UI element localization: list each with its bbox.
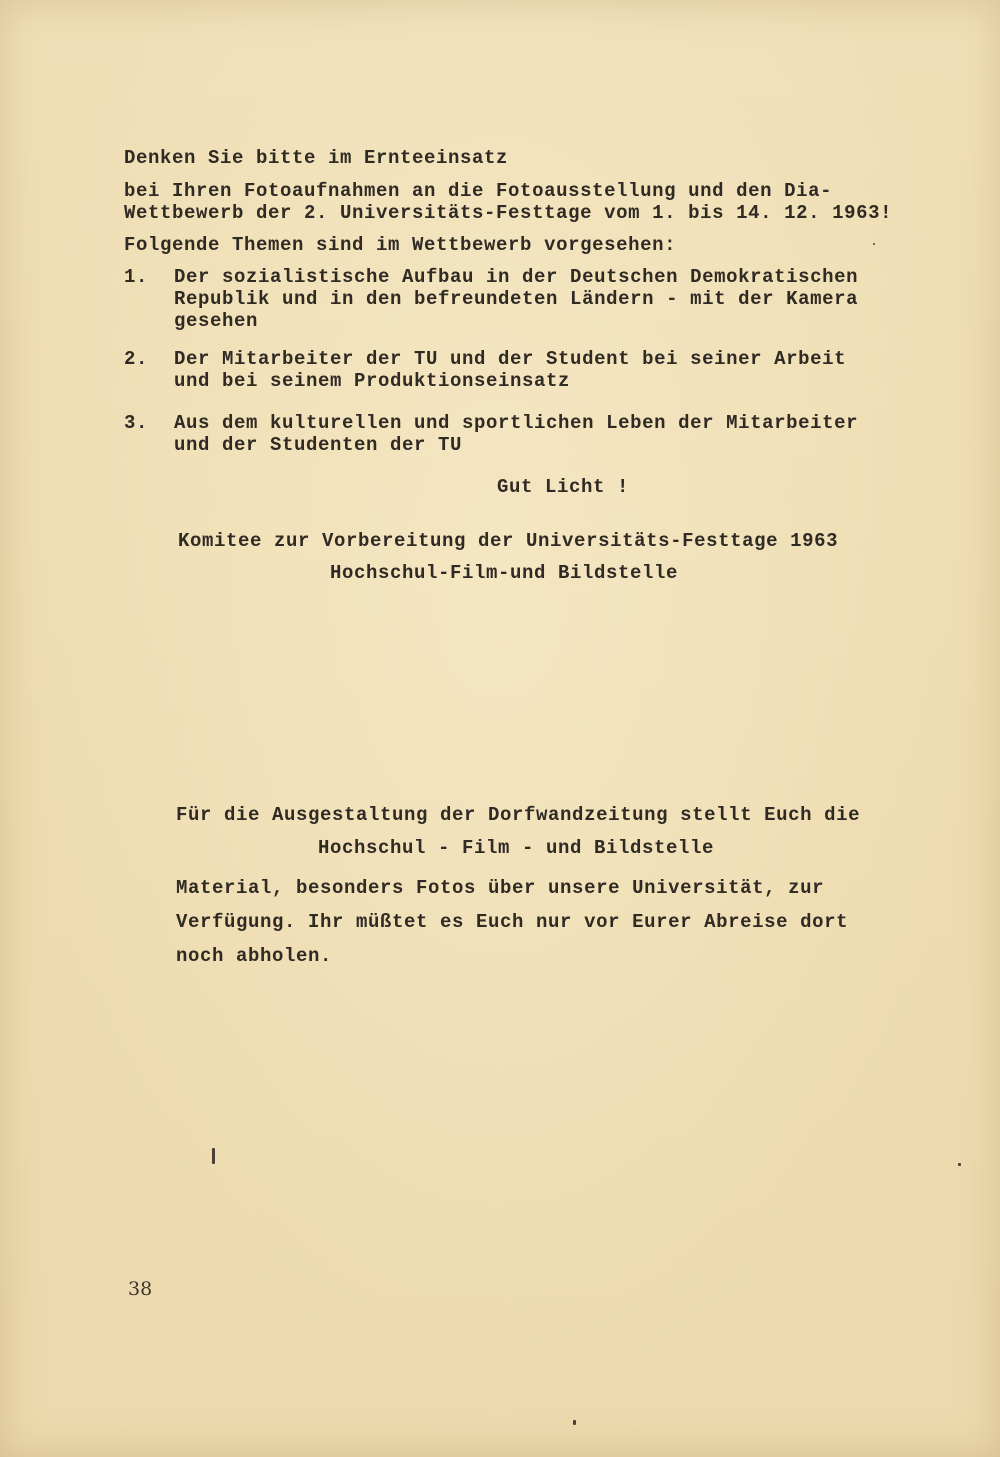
notice-line-1: Für die Ausgestaltung der Dorfwandzeitung stellt Euch die	[176, 804, 861, 826]
theme-2-line-1: Der Mitarbeiter der TU und der Student bei seiner Arbeit	[174, 348, 847, 370]
office-line: Hochschul-Film-und Bildstelle	[330, 562, 679, 584]
closing-line: Gut Licht !	[497, 476, 630, 498]
theme-3-line-2: und der Studenten der TU	[174, 434, 463, 456]
intro-line: Denken Sie bitte im Ernteeinsatz	[124, 147, 509, 169]
notice-body-line-2: Verfügung. Ihr müßtet es Euch nur vor Eurer Abreise dort	[176, 911, 849, 933]
theme-1-number: 1.	[124, 266, 149, 288]
notice-line-2: Hochschul - Film - und Bildstelle	[318, 837, 715, 859]
ink-speck	[873, 243, 875, 245]
notice-body-line-1: Material, besonders Fotos über unsere Universität, zur	[176, 877, 825, 899]
committee-line: Komitee zur Vorbereitung der Universitäts-Festtage 1963	[178, 530, 839, 552]
theme-2-number: 2.	[124, 348, 149, 370]
themes-heading: Folgende Themen sind im Wettbewerb vorgesehen:	[124, 234, 677, 256]
theme-2-line-2: und bei seinem Produktionseinsatz	[174, 370, 571, 392]
paragraph1-line-1: bei Ihren Fotoaufnahmen an die Fotoausstellung und den Dia-	[124, 180, 833, 202]
paragraph1-line-2: Wettbewerb der 2. Universitäts-Festtage vom 1. bis 14. 12. 1963!	[124, 202, 893, 224]
theme-3-number: 3.	[124, 412, 149, 434]
theme-1-line-1: Der sozialistische Aufbau in der Deutschen Demokratischen	[174, 266, 859, 288]
ink-speck	[573, 1420, 576, 1425]
page-number: 38	[128, 1278, 153, 1300]
ink-speck	[958, 1163, 961, 1166]
theme-1-line-2: Republik und in den befreundeten Ländern - mit der Kamera	[174, 288, 859, 310]
theme-1-line-3: gesehen	[174, 310, 259, 332]
ink-speck	[212, 1148, 215, 1164]
notice-body-line-3: noch abholen.	[176, 945, 333, 967]
theme-3-line-1: Aus dem kulturellen und sportlichen Leben der Mitarbeiter	[174, 412, 859, 434]
